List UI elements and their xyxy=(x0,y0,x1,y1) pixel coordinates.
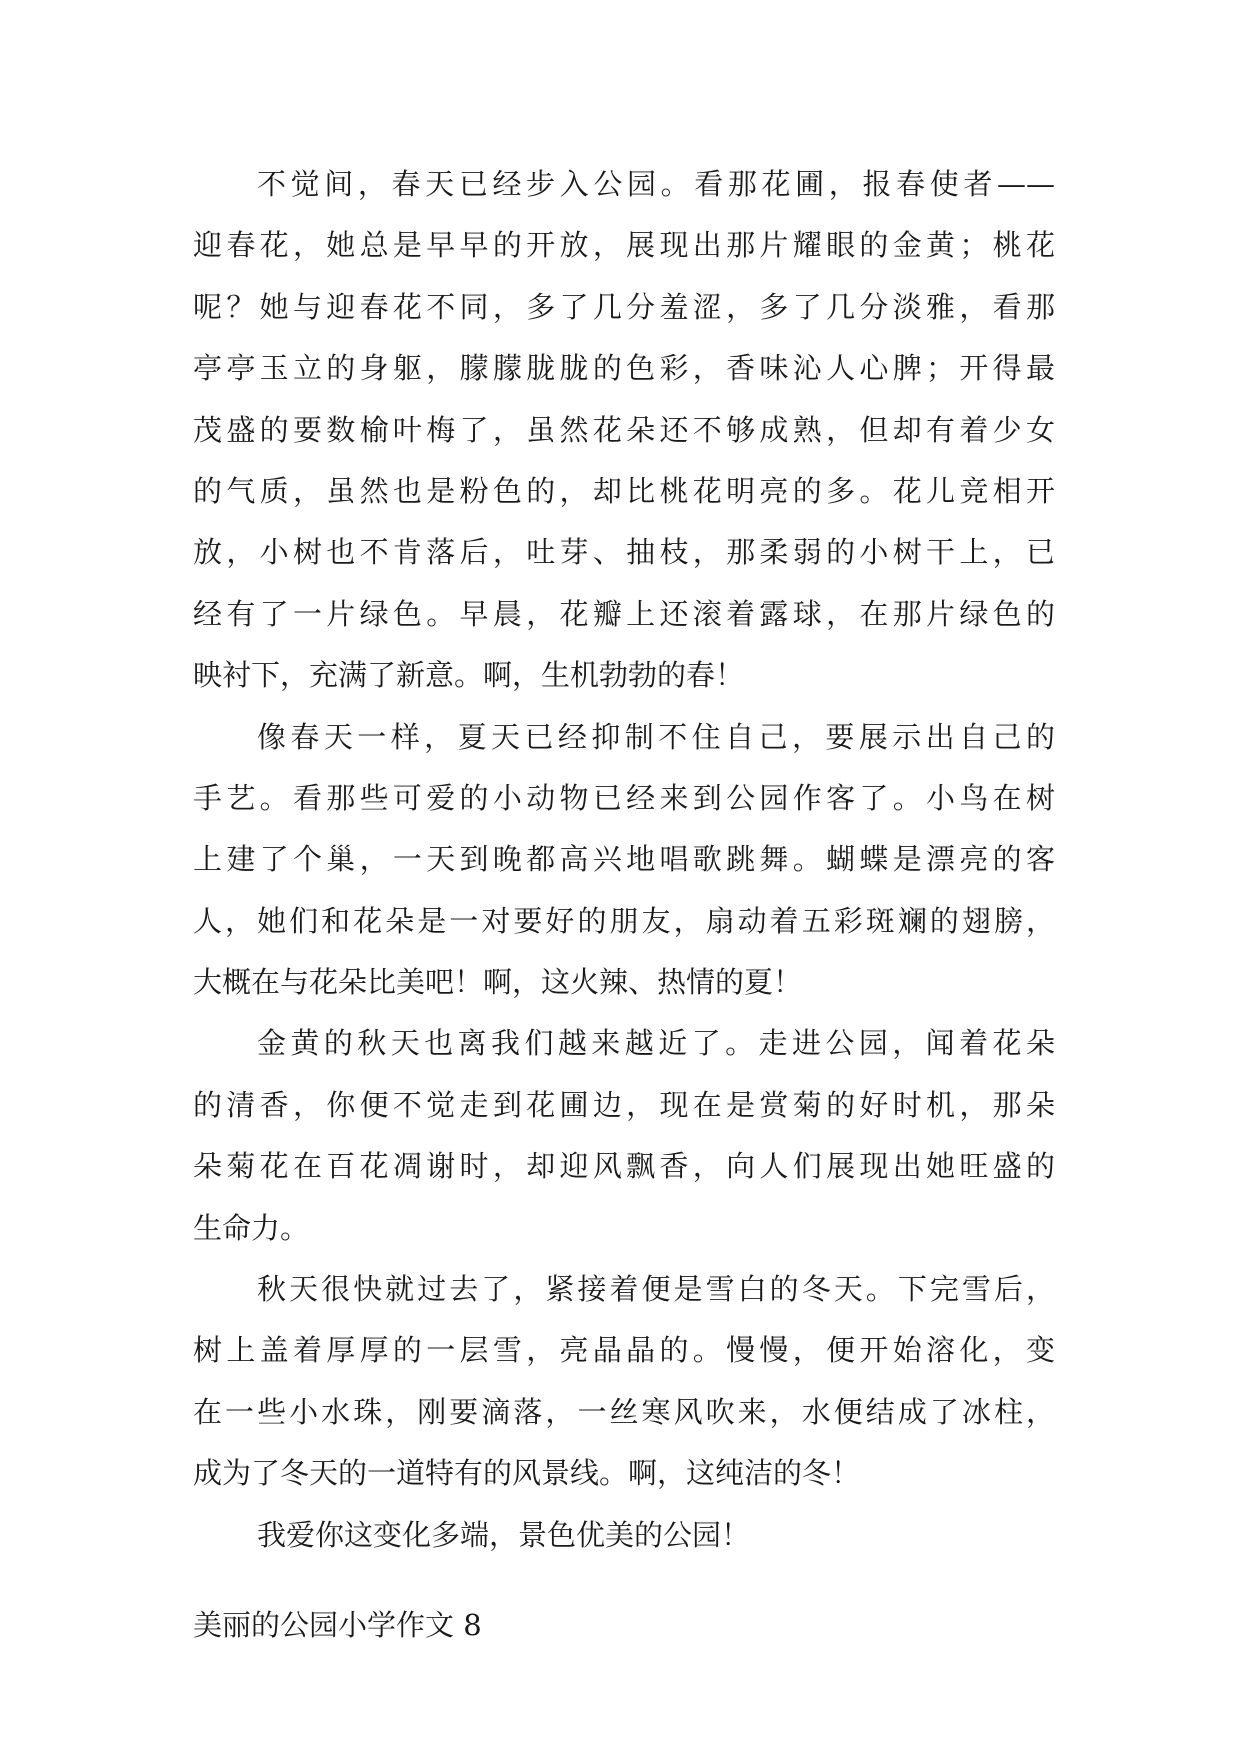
text-line: 茂盛的要数榆叶梅了，虽然花朵还不够成熟，但却有着少女 xyxy=(193,412,1055,447)
text-line: 的气质，虽然也是粉色的，却比桃花明亮的多。花儿竞相开 xyxy=(193,473,1055,508)
text-line: 映衬下，充满了新意。啊，生机勃勃的春！ xyxy=(193,658,745,693)
text-line: 手艺。看那些可爱的小动物已经来到公园作客了。小鸟在树 xyxy=(193,780,1055,815)
text-line: 放，小树也不肯落后，吐芽、抽枝，那柔弱的小树干上，已 xyxy=(193,535,1055,570)
text-line: 的清香，你便不觉走到花圃边，现在是赏菊的好时机，那朵 xyxy=(193,1087,1055,1122)
text-line: 在一些小水珠，刚要滴落，一丝寒风吹来，水便结成了冰柱， xyxy=(193,1394,1055,1429)
text-line: 树上盖着厚厚的一层雪，亮晶晶的。慢慢，便开始溶化，变 xyxy=(193,1333,1055,1368)
text-line: 我爱你这变化多端，景色优美的公园！ xyxy=(257,1517,751,1552)
section-heading: 美丽的公园小学作文 8 xyxy=(193,1608,482,1642)
text-line: 大概在与花朵比美吧！啊，这火辣、热情的夏！ xyxy=(193,965,803,1000)
text-line: 亭亭玉立的身躯，朦朦胧胧的色彩，香味沁人心脾；开得最 xyxy=(193,351,1055,386)
text-line: 成为了冬天的一道特有的风景线。啊，这纯洁的冬！ xyxy=(193,1456,861,1491)
text-line: 迎春花，她总是早早的开放，展现出那片耀眼的金黄；桃花 xyxy=(193,228,1055,263)
text-line: 像春天一样，夏天已经抑制不住自己，要展示出自己的 xyxy=(257,719,1055,754)
text-line: 朵菊花在百花凋谢时，却迎风飘香，向人们展现出她旺盛的 xyxy=(193,1149,1055,1184)
text-line: 秋天很快就过去了，紧接着便是雪白的冬天。下完雪后， xyxy=(257,1272,1055,1307)
text-line: 经有了一片绿色。早晨，花瓣上还滚着露球，在那片绿色的 xyxy=(193,596,1055,631)
text-line: 人，她们和花朵是一对要好的朋友，扇动着五彩斑斓的翅膀， xyxy=(193,903,1055,938)
text-line: 不觉间，春天已经步入公园。看那花圃，报春使者—— xyxy=(257,167,1055,201)
text-line: 呢？她与迎春花不同，多了几分羞涩，多了几分淡雅，看那 xyxy=(193,289,1055,324)
text-line: 生命力。 xyxy=(193,1210,310,1245)
text-line: 金黄的秋天也离我们越来越近了。走进公园，闻着花朵 xyxy=(257,1026,1055,1061)
text-line: 上建了个巢，一天到晚都高兴地唱歌跳舞。蝴蝶是漂亮的客 xyxy=(193,842,1055,877)
article-body xyxy=(193,154,1055,1566)
